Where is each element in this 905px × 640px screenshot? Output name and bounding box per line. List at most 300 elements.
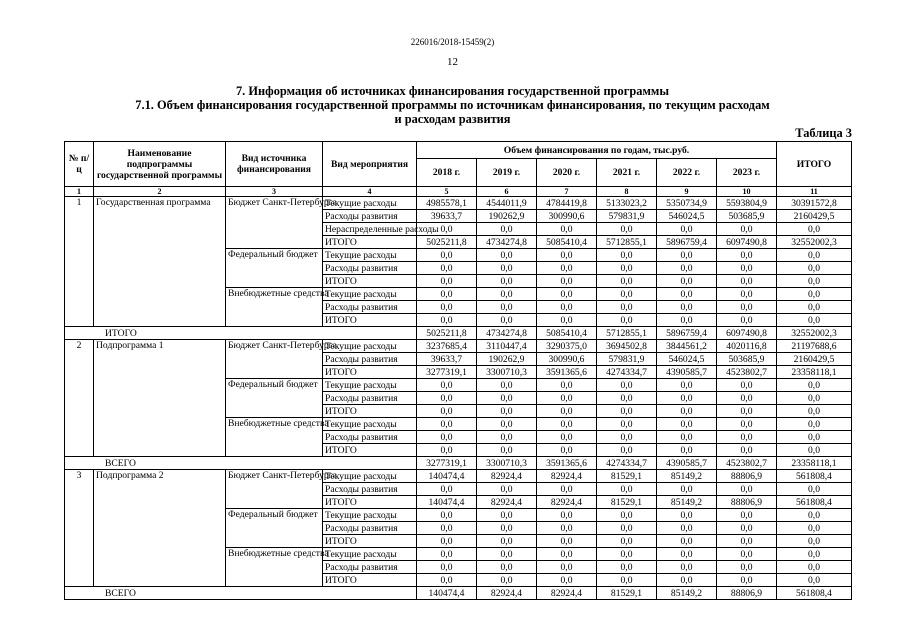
year-value: 0,0 [537,561,597,574]
measure-type: Расходы развития [323,301,417,314]
year-value: 546024,5 [657,353,717,366]
year-value: 0,0 [417,561,477,574]
year-value: 0,0 [597,288,657,301]
year-value: 0,0 [477,249,537,262]
year-value: 4544011,9 [477,197,537,210]
measure-type: Текущие расходы [323,470,417,483]
year-value: 0,0 [717,574,777,587]
row-total-value: 0,0 [777,379,852,392]
column-index: 7 [537,187,597,197]
year-value: 3300710,3 [477,366,537,379]
row-number: 3 [65,470,94,587]
section-total-row [65,587,852,600]
year-value: 0,0 [657,444,717,457]
year-value: 0,0 [477,223,537,236]
year-value: 0,0 [477,301,537,314]
section-total-value: 5712855,1 [597,327,657,340]
row-total-value: 0,0 [777,405,852,418]
funding-source: Бюджет Санкт-Петербурга [226,340,323,379]
year-value: 0,0 [597,444,657,457]
year-value: 0,0 [537,262,597,275]
row-total-value: 0,0 [777,288,852,301]
year-value: 0,0 [717,392,777,405]
document-id: 226016/2018-15459(2) [410,37,495,47]
year-value: 82924,4 [537,496,597,509]
row-total-value: 23358118,1 [777,366,852,379]
header-num: № п/ц [65,142,94,187]
year-value: 85149,2 [657,470,717,483]
column-index: 11 [777,187,852,197]
year-value: 0,0 [657,314,717,327]
year-value: 0,0 [717,405,777,418]
year-value: 6097490,8 [717,236,777,249]
table-label: Таблица 3 [795,126,852,140]
funding-source: Внебюджетные средства [226,288,323,327]
section-total-value: 82924,4 [537,587,597,600]
measure-type: ИТОГО [323,405,417,418]
year-value: 0,0 [477,431,537,444]
year-value: 4784419,8 [537,197,597,210]
year-value: 5712855,1 [597,236,657,249]
section-subtitle [0,98,905,126]
year-value: 546024,5 [657,210,717,223]
measure-type: ИТОГО [323,535,417,548]
row-total-value: 561808,4 [777,470,852,483]
row-total-value: 0,0 [777,275,852,288]
year-value: 0,0 [537,405,597,418]
year-value: 0,0 [597,574,657,587]
year-value: 0,0 [717,548,777,561]
year-value: 5350734,9 [657,197,717,210]
program-name: Подпрограмма 1 [94,340,226,457]
row-total-value: 561808,4 [777,496,852,509]
year-value: 0,0 [717,483,777,496]
year-value: 0,0 [477,535,537,548]
measure-type: Текущие расходы [323,548,417,561]
section-total-value: 561808,4 [777,587,852,600]
row-total-value: 2160429,5 [777,210,852,223]
year-value: 300990,6 [537,210,597,223]
year-value: 0,0 [417,418,477,431]
year-value: 0,0 [657,288,717,301]
year-value: 0,0 [717,262,777,275]
year-value: 0,0 [657,548,717,561]
year-value: 0,0 [417,288,477,301]
year-value: 0,0 [417,392,477,405]
funding-source: Федеральный бюджет [226,379,323,418]
year-value: 0,0 [537,574,597,587]
section-total-label: ВСЕГО [65,457,417,470]
year-value: 0,0 [417,431,477,444]
year-value: 0,0 [657,483,717,496]
row-total-value: 0,0 [777,561,852,574]
year-value: 0,0 [537,301,597,314]
year-value: 0,0 [477,314,537,327]
year-value: 0,0 [477,288,537,301]
year-value: 0,0 [657,262,717,275]
year-value: 0,0 [657,379,717,392]
year-value: 0,0 [597,249,657,262]
funding-source: Бюджет Санкт-Петербурга [226,197,323,249]
row-total-value: 0,0 [777,509,852,522]
row-total-value: 0,0 [777,223,852,236]
year-value: 0,0 [477,262,537,275]
page-number: 12 [447,56,458,68]
year-value: 0,0 [537,418,597,431]
year-value: 5085410,4 [537,236,597,249]
year-value: 0,0 [597,431,657,444]
row-total-value: 21197688,6 [777,340,852,353]
column-index: 10 [717,187,777,197]
year-value: 0,0 [657,561,717,574]
year-value: 579831,9 [597,210,657,223]
year-value: 0,0 [657,249,717,262]
year-value: 503685,9 [717,210,777,223]
year-value: 3591365,6 [537,366,597,379]
header-measure: Вид мероприятия [323,142,417,187]
year-value: 3277319,1 [417,366,477,379]
section-total-value: 4274334,7 [597,457,657,470]
year-value: 0,0 [717,431,777,444]
column-index: 8 [597,187,657,197]
section-total-value: 4523802,7 [717,457,777,470]
measure-type: ИТОГО [323,275,417,288]
row-total-value: 0,0 [777,522,852,535]
section-total-row [65,327,852,340]
year-value: 0,0 [597,509,657,522]
table-row [65,197,852,210]
year-value: 0,0 [717,314,777,327]
section-total-value: 5085410,4 [537,327,597,340]
year-value: 0,0 [597,535,657,548]
year-value: 0,0 [657,223,717,236]
year-value: 0,0 [717,301,777,314]
table-row [65,340,852,353]
row-total-value: 0,0 [777,431,852,444]
measure-type: ИТОГО [323,366,417,379]
funding-source: Федеральный бюджет [226,509,323,548]
row-total-value: 0,0 [777,444,852,457]
year-value: 0,0 [417,379,477,392]
column-index: 9 [657,187,717,197]
header-name: Наименование подпрограммы государственной программы [94,142,226,187]
year-value: 0,0 [417,314,477,327]
year-value: 0,0 [597,483,657,496]
year-value: 0,0 [477,405,537,418]
header-year: 2021 г. [597,159,657,187]
measure-type: ИТОГО [323,496,417,509]
year-value: 82924,4 [477,470,537,483]
row-number: 1 [65,197,94,327]
row-total-value: 0,0 [777,418,852,431]
header-year: 2018 г. [417,159,477,187]
year-value: 0,0 [477,379,537,392]
year-value: 0,0 [597,301,657,314]
funding-source: Внебюджетные средства [226,548,323,587]
year-value: 0,0 [597,314,657,327]
row-total-value: 0,0 [777,535,852,548]
row-total-value: 0,0 [777,392,852,405]
year-value: 4985578,1 [417,197,477,210]
year-value: 88806,9 [717,470,777,483]
year-value: 0,0 [717,418,777,431]
year-value: 88806,9 [717,496,777,509]
measure-type: Нераспределенные расходы [323,223,417,236]
year-value: 0,0 [417,223,477,236]
measure-type: Текущие расходы [323,418,417,431]
year-value: 0,0 [657,522,717,535]
year-value: 82924,4 [477,496,537,509]
year-value: 0,0 [537,431,597,444]
measure-type: Расходы развития [323,353,417,366]
header-year: 2019 г. [477,159,537,187]
year-value: 0,0 [597,392,657,405]
year-value: 0,0 [657,509,717,522]
row-total-value: 0,0 [777,249,852,262]
year-value: 0,0 [597,275,657,288]
program-name: Государственная программа [94,197,226,327]
year-value: 0,0 [597,223,657,236]
year-value: 0,0 [537,288,597,301]
year-value: 0,0 [537,249,597,262]
year-value: 4274334,7 [597,366,657,379]
section-total-value: 32552002,3 [777,327,852,340]
section-total-value: 5025211,8 [417,327,477,340]
year-value: 190262,9 [477,210,537,223]
year-value: 0,0 [537,223,597,236]
section-total-value: 85149,2 [657,587,717,600]
row-total-value: 0,0 [777,301,852,314]
row-total-value: 0,0 [777,548,852,561]
year-value: 3694502,8 [597,340,657,353]
column-index: 1 [65,187,94,197]
year-value: 579831,9 [597,353,657,366]
measure-type: Текущие расходы [323,197,417,210]
measure-type: Текущие расходы [323,340,417,353]
row-total-value: 2160429,5 [777,353,852,366]
section-total-label: ВСЕГО [65,587,417,600]
year-value: 0,0 [477,574,537,587]
year-value: 0,0 [597,418,657,431]
year-value: 0,0 [657,418,717,431]
year-value: 0,0 [717,561,777,574]
year-value: 0,0 [537,535,597,548]
year-value: 140474,4 [417,470,477,483]
section-total-value: 140474,4 [417,587,477,600]
year-value: 0,0 [477,483,537,496]
column-index: 6 [477,187,537,197]
year-value: 0,0 [537,483,597,496]
table-body [65,197,852,600]
year-value: 0,0 [717,379,777,392]
year-value: 0,0 [537,392,597,405]
measure-type: ИТОГО [323,314,417,327]
measure-type: Расходы развития [323,392,417,405]
subtitle-line-1: 7.1. Объем финансирования государственной программы по источникам финансирования, по текущим расходам [135,98,770,112]
year-value: 4020116,8 [717,340,777,353]
section-total-value: 3300710,3 [477,457,537,470]
year-value: 5593804,9 [717,197,777,210]
year-value: 0,0 [477,444,537,457]
year-value: 0,0 [717,249,777,262]
year-value: 81529,1 [597,470,657,483]
year-value: 0,0 [417,522,477,535]
year-value: 0,0 [417,275,477,288]
header-years-group: Объем финансирования по годам, тыс.руб. [417,142,777,159]
column-index: 2 [94,187,226,197]
measure-type: Текущие расходы [323,509,417,522]
year-value: 0,0 [417,405,477,418]
year-value: 0,0 [657,431,717,444]
header-year: 2020 г. [537,159,597,187]
year-value: 0,0 [657,535,717,548]
funding-source: Бюджет Санкт-Петербурга [226,470,323,509]
measure-type: Текущие расходы [323,249,417,262]
row-total-value: 0,0 [777,574,852,587]
year-value: 0,0 [417,262,477,275]
measure-type: Расходы развития [323,262,417,275]
measure-type: ИТОГО [323,236,417,249]
subtitle-line-2: и расходам развития [394,112,511,126]
year-value: 0,0 [417,574,477,587]
column-index: 4 [323,187,417,197]
header-year: 2022 г. [657,159,717,187]
header-source: Вид источника финансирования [226,142,323,187]
measure-type: Текущие расходы [323,379,417,392]
financing-table [64,141,852,600]
section-total-label: ИТОГО [65,327,417,340]
year-value: 3237685,4 [417,340,477,353]
column-index: 3 [226,187,323,197]
year-value: 0,0 [717,288,777,301]
measure-type: ИТОГО [323,574,417,587]
measure-type: ИТОГО [323,444,417,457]
year-value: 140474,4 [417,496,477,509]
year-value: 5025211,8 [417,236,477,249]
year-value: 0,0 [477,418,537,431]
measure-type: Расходы развития [323,561,417,574]
year-value: 0,0 [417,483,477,496]
year-value: 190262,9 [477,353,537,366]
year-value: 4734274,8 [477,236,537,249]
header-total: ИТОГО [777,142,852,187]
year-value: 0,0 [417,509,477,522]
table-header [65,142,852,197]
year-value: 39633,7 [417,353,477,366]
year-value: 0,0 [537,275,597,288]
year-value: 0,0 [417,444,477,457]
year-value: 0,0 [477,522,537,535]
year-value: 0,0 [537,509,597,522]
row-total-value: 0,0 [777,314,852,327]
measure-type: Расходы развития [323,483,417,496]
year-value: 0,0 [597,405,657,418]
year-value: 0,0 [597,548,657,561]
row-total-value: 0,0 [777,262,852,275]
measure-type: Текущие расходы [323,288,417,301]
measure-type: Расходы развития [323,210,417,223]
year-value: 0,0 [597,262,657,275]
column-index: 5 [417,187,477,197]
measure-type: Расходы развития [323,522,417,535]
year-value: 0,0 [597,522,657,535]
row-number: 2 [65,340,94,457]
year-value: 0,0 [477,275,537,288]
row-total-value: 0,0 [777,483,852,496]
year-value: 0,0 [657,574,717,587]
section-total-value: 4390585,7 [657,457,717,470]
row-total-value: 32552002,3 [777,236,852,249]
section-total-value: 6097490,8 [717,327,777,340]
year-value: 0,0 [717,444,777,457]
section-total-value: 5896759,4 [657,327,717,340]
year-value: 3290375,0 [537,340,597,353]
year-value: 0,0 [657,275,717,288]
year-value: 0,0 [417,548,477,561]
section-total-value: 4734274,8 [477,327,537,340]
year-value: 0,0 [417,535,477,548]
year-value: 3844561,2 [657,340,717,353]
section-total-row [65,457,852,470]
year-value: 0,0 [657,301,717,314]
funding-source: Внебюджетные средства [226,418,323,457]
year-value: 0,0 [417,249,477,262]
year-value: 0,0 [537,314,597,327]
year-value: 0,0 [717,522,777,535]
year-value: 503685,9 [717,353,777,366]
year-value: 4390585,7 [657,366,717,379]
year-value: 0,0 [537,522,597,535]
program-name: Подпрограмма 2 [94,470,226,587]
table-row [65,470,852,483]
year-value: 81529,1 [597,496,657,509]
measure-type: Расходы развития [323,431,417,444]
year-value: 0,0 [417,301,477,314]
section-total-value: 81529,1 [597,587,657,600]
row-total-value: 30391572,8 [777,197,852,210]
year-value: 0,0 [657,405,717,418]
year-value: 82924,4 [537,470,597,483]
year-value: 0,0 [537,379,597,392]
year-value: 5896759,4 [657,236,717,249]
section-total-value: 23358118,1 [777,457,852,470]
funding-source: Федеральный бюджет [226,249,323,288]
year-value: 0,0 [477,509,537,522]
year-value: 0,0 [717,535,777,548]
year-value: 0,0 [717,275,777,288]
year-value: 39633,7 [417,210,477,223]
year-value: 0,0 [717,509,777,522]
year-value: 5133023,2 [597,197,657,210]
header-year: 2023 г. [717,159,777,187]
year-value: 0,0 [477,548,537,561]
year-value: 0,0 [477,392,537,405]
year-value: 0,0 [597,561,657,574]
year-value: 0,0 [537,444,597,457]
year-value: 0,0 [477,561,537,574]
year-value: 3110447,4 [477,340,537,353]
section-total-value: 3591365,6 [537,457,597,470]
year-value: 85149,2 [657,496,717,509]
section-total-value: 82924,4 [477,587,537,600]
year-value: 300990,6 [537,353,597,366]
year-value: 0,0 [657,392,717,405]
year-value: 0,0 [717,223,777,236]
year-value: 0,0 [597,379,657,392]
year-value: 0,0 [537,548,597,561]
section-total-value: 88806,9 [717,587,777,600]
year-value: 4523802,7 [717,366,777,379]
